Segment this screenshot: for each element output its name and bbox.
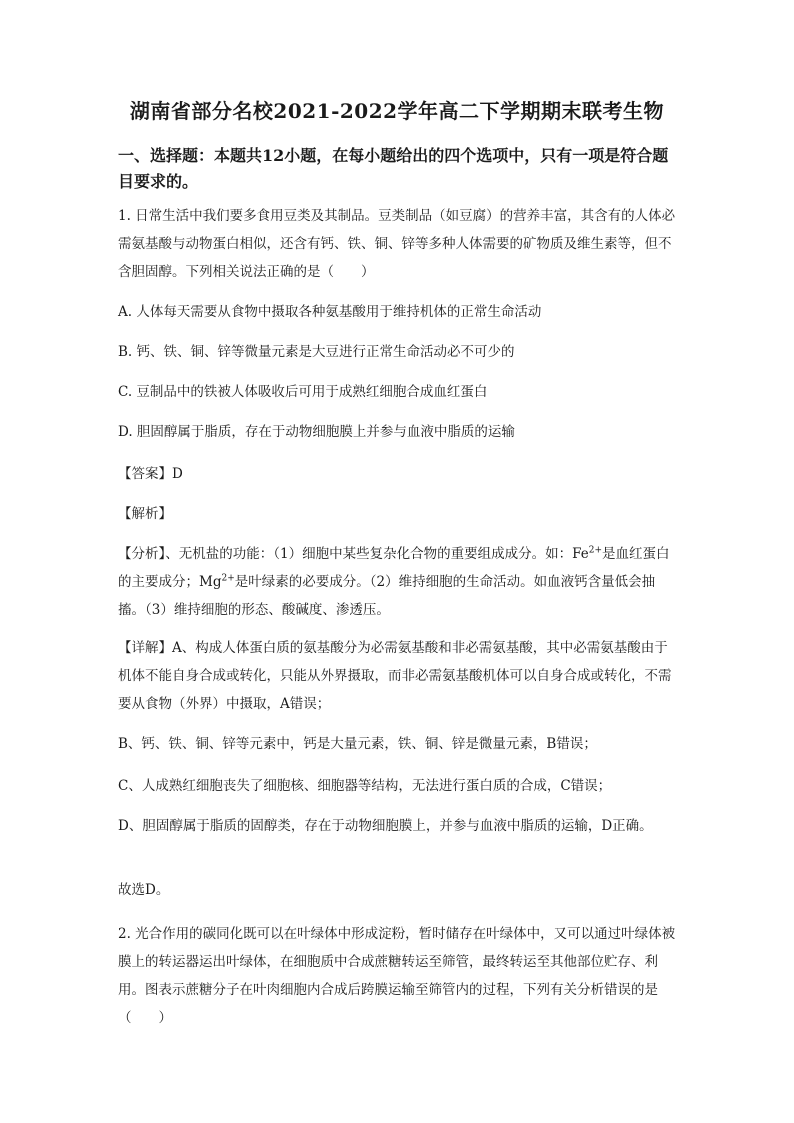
question-1-option-a: A. 人体每天需要从食物中摄取各种氨基酸用于维持机体的正常生命活动 bbox=[118, 304, 542, 320]
analysis-line-d: D、胆固醇属于脂质的固醇类，存在于动物细胞膜上，并参与血液中脂质的运输，D正确。 bbox=[118, 818, 653, 834]
analysis-xiangjie: 【详解】A、构成人体蛋白质的氨基酸分为必需氨基酸和非必需氨基酸，其中必需氨基酸由于机体不能自身合成或转化，只能从外界摄取，而非必需氨基酸机体可以自身合成或转化，不需要从食物（外界）中摄取，A错误； bbox=[118, 640, 672, 712]
question-1-option-b: B. 钙、铁、铜、锌等微量元素是大豆进行正常生命活动必不可少的 bbox=[118, 344, 515, 360]
fenxi-text-2: 是血红蛋白的主要成分；Mg bbox=[118, 546, 670, 590]
question-1-option-d: D. 胆固醇属于脂质，存在于动物细胞膜上并参与血液中脂质的运输 bbox=[118, 424, 515, 440]
question-1-stem: 1. 日常生活中我们要多食用豆类及其制品。豆类制品（如豆腐）的营养丰富，其含有的人体必需氨基酸与动物蛋白相似，还含有钙、铁、铜、锌等多种人体需要的矿物质及维生素等，但不含胆固醇。下列相关说法正确的是（ ） bbox=[118, 208, 676, 280]
analysis-fenxi bbox=[118, 540, 678, 624]
section-heading: 一、选择题：本题共12小题，在每小题给出的四个选项中，只有一项是符合题目要求的。 bbox=[118, 146, 669, 191]
document-title: 湖南省部分名校2021-2022学年高二下学期期末联考生物 bbox=[129, 99, 665, 123]
question-1-answer: 【答案】D bbox=[118, 466, 183, 482]
analysis-line-c: C、人成熟红细胞丧失了细胞核、细胞器等结构，无法进行蛋白质的合成，C错误； bbox=[118, 778, 612, 794]
fe-superscript: 2+ bbox=[588, 545, 602, 556]
question-1-conclusion: 故选D。 bbox=[118, 882, 170, 898]
fenxi-text-3: 是叶绿素的必要成分。（2）维持细胞的生命活动。如血液钙含量低会抽搐。（3）维持细胞的形态、酸碱度、渗透压。 bbox=[118, 574, 656, 618]
analysis-heading: 【解析】 bbox=[118, 506, 172, 522]
mg-superscript: 2+ bbox=[221, 573, 235, 584]
question-1-option-c: C. 豆制品中的铁被人体吸收后可用于成熟红细胞合成血红蛋白 bbox=[118, 384, 488, 400]
question-2-stem: 2. 光合作用的碳同化既可以在叶绿体中形成淀粉，暂时储存在叶绿体中，又可以通过叶绿体被膜上的转运器运出叶绿体，在细胞质中合成蔗糖转运至筛管，最终转运至其他部位贮存、利用。图表示蔗糖分子在叶肉细胞内合成后跨膜运输至筛管内的过程，下列有关分析错误的是（ ） bbox=[118, 926, 676, 1026]
fenxi-text-1: 【分析】、无机盐的功能：（1）细胞中某些复杂化合物的重要组成成分。如：Fe bbox=[118, 546, 589, 562]
analysis-line-b: B、钙、铁、铜、锌等元素中，钙是大量元素，铁、铜、锌是微量元素，B错误； bbox=[118, 736, 597, 752]
